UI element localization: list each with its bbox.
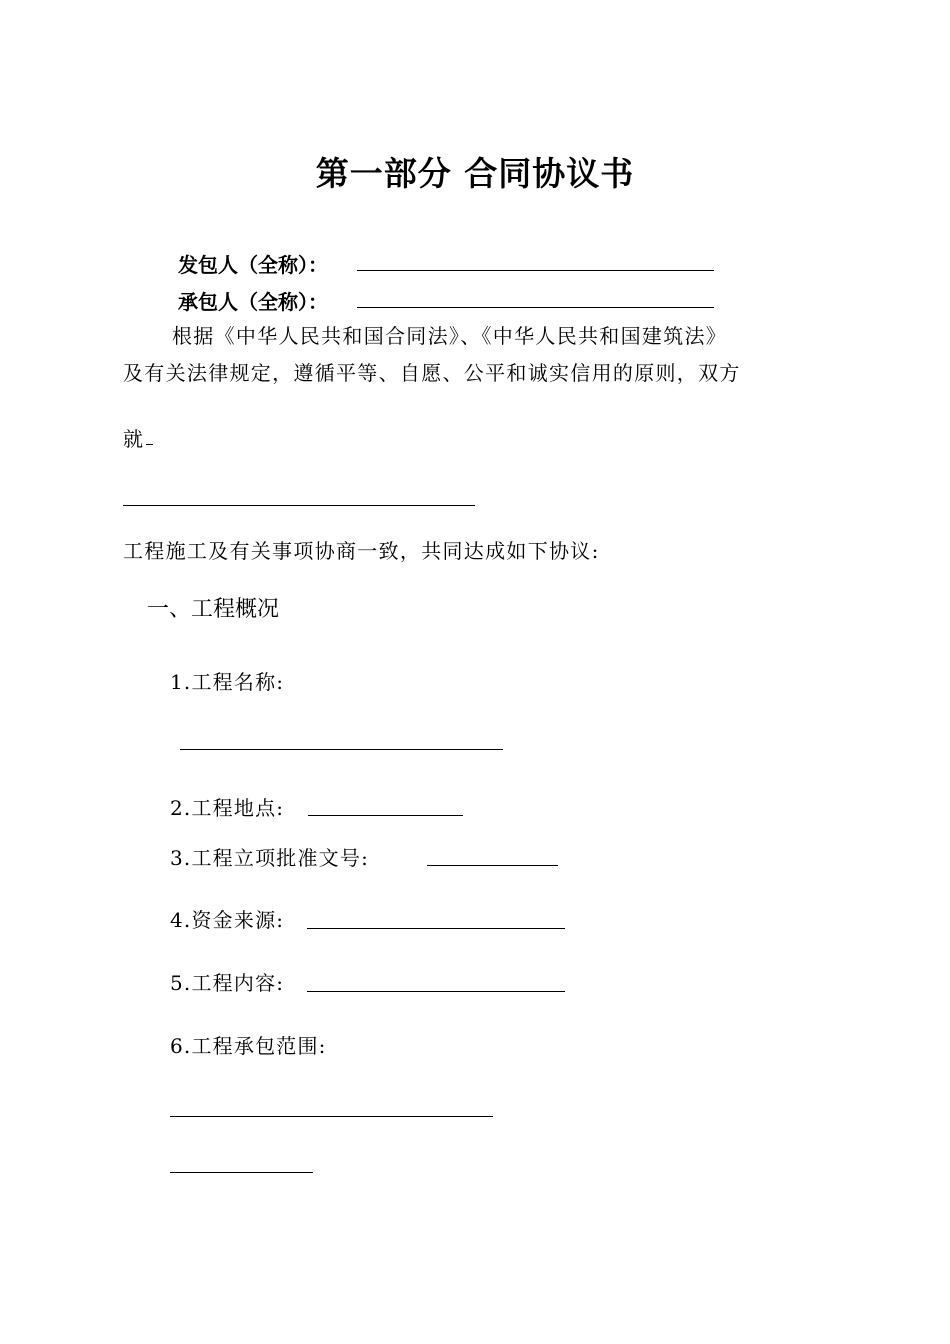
preamble-line-1: 根据《中华人民共和国合同法》、《中华人民共和国建筑法》 xyxy=(172,324,728,348)
preamble-line-3: 就 xyxy=(123,427,145,451)
employer-name-blank[interactable] xyxy=(357,270,714,271)
contractor-label: 承包人（全称）： xyxy=(178,290,328,314)
contractor-name-blank[interactable] xyxy=(357,307,714,308)
contract-scope-blank-2[interactable] xyxy=(170,1172,313,1173)
section-1-heading: 一、工程概况 xyxy=(147,597,280,622)
document-title: 第一部分 合同协议书 xyxy=(315,154,635,193)
project-short-blank[interactable] xyxy=(146,444,153,445)
project-content-blank[interactable] xyxy=(307,991,565,992)
project-name-field-blank[interactable] xyxy=(180,749,503,750)
employer-label: 发包人（全称）： xyxy=(178,253,328,277)
item-project-name: 1.工程名称: xyxy=(170,670,285,694)
project-location-blank[interactable] xyxy=(308,815,463,816)
preamble-line-2: 及有关法律规定，遵循平等、自愿、公平和诚实信用的原则，双方 xyxy=(123,361,741,385)
contract-scope-blank-1[interactable] xyxy=(170,1116,493,1117)
item-funding-source: 4.资金来源: xyxy=(170,908,285,932)
item-contract-scope: 6.工程承包范围: xyxy=(170,1034,327,1058)
item-project-location: 2.工程地点: xyxy=(170,796,285,820)
item-approval-number: 3.工程立项批准文号: xyxy=(170,846,370,870)
funding-source-blank[interactable] xyxy=(307,928,565,929)
preamble-line-4: 工程施工及有关事项协商一致，共同达成如下协议: xyxy=(123,539,600,563)
approval-number-blank[interactable] xyxy=(427,865,558,866)
project-name-blank[interactable] xyxy=(123,505,475,506)
item-project-content: 5.工程内容: xyxy=(170,971,285,995)
